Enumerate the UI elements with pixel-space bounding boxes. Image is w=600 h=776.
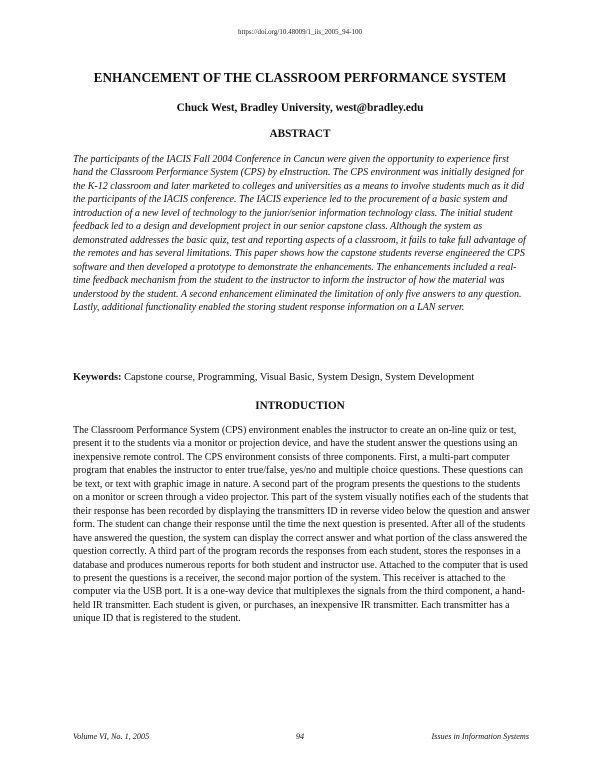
keywords-label: Keywords: xyxy=(73,372,122,383)
abstract-heading: ABSTRACT xyxy=(269,128,331,140)
footer-journal: Issues in Information Systems xyxy=(431,732,529,741)
introduction-body: The Classroom Performance System (CPS) environment enables the instructor to create an on-line quiz or test, present it to the students via a monitor or projection device, and have the student answer the questions using an inexpensive remote control. The CPS environment consists of three components. First, a multi-part computer program that enables the instructor to enter true/false, yes/no and multiple choice questions. These questions can be text, or text with graphic image in nature. A second part of the program presents the questions to the students on a monitor or screen through a video projector. This part of the system visually notifies each of the students that their response has been recorded by displaying the transmitters ID in reverse video below the question and answer form. The student can change their response until the time the next question is presented. After all of the students have answered the question, the system can display the correct answer and what portion of the class answered the question correctly. A third part of the program records the responses from each student, stores the responses in a database and produces numerous reports for both student and instructor use. Attached to the computer that is used to present the questions is a receiver, the second major portion of the system. This receiver is attached to the computer via the USB port. It is a one-way device that multiplexes the signals from the third component, a hand-held IR transmitter. Each student is given, or purchases, an inexpensive IR transmitter. Each transmitter has a unique ID that is registered to the student. xyxy=(73,425,530,625)
author-line: Chuck West, Bradley University, west@bradley.edu xyxy=(176,102,424,114)
abstract-body: The participants of the IACIS Fall 2004 Conference in Cancun were given the opportunity to experience first hand the Classroom Performance System (CPS) by eInstruction. The CPS environment was initially designed for the K-12 classroom and later marketed to colleges and universities as a means to involve students much as it did the participants of the IACIS conference. The IACIS experience led to the procurement of a basic system and introduction of a new level of technology to the junior/senior information technology class. The initial student feedback led to a design and development project in our senior capstone class. Although the system as demonstrated addresses the basic quiz, test and reporting aspects of a classroom, it fails to take full advantage of the remotes and has several limitations. This paper shows how the capstone students reverse engineered the CPS software and then developed a prototype to demonstrate the enhancements. The enhancements included a real-time feedback mechanism from the student to the instructor to inform the instructor of how the material was understood by the student. A second enhancement eliminated the limitation of only five answers to any question. Lastly, additional functionality enabled the storing student response information on a LAN server. xyxy=(73,154,526,313)
footer-volume: Volume VI, No. 1, 2005 xyxy=(73,732,150,741)
paper-title: ENHANCEMENT OF THE CLASSROOM PERFORMANCE SYSTEM xyxy=(93,70,507,85)
doi-link[interactable]: https://doi.org/10.48009/1_iis_2005_94-100 xyxy=(238,28,362,36)
introduction-heading: INTRODUCTION xyxy=(255,400,345,412)
keywords-line xyxy=(73,372,533,383)
keywords-text: Capstone course, Programming, Visual Basic, System Design, System Development xyxy=(124,372,475,383)
footer-page-number: 94 xyxy=(295,732,305,741)
